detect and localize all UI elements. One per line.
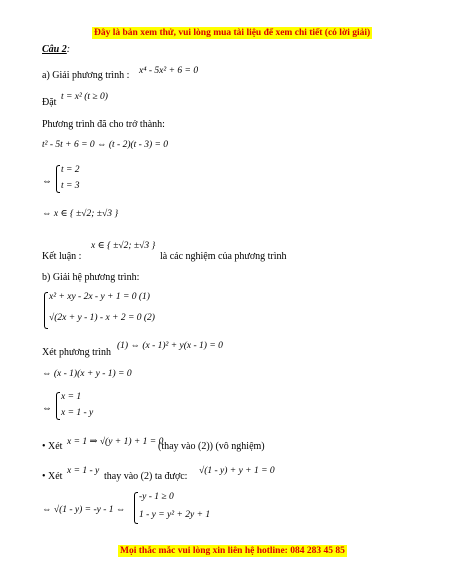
conclusion-word: Kết luận :: [42, 251, 82, 262]
equiv-arrow-b: ⇔: [42, 403, 52, 414]
equiv-arrow-a: ⇔: [42, 176, 52, 187]
part-a-intro: a) Giải phương trình :: [42, 70, 130, 81]
final-step: ⇔ √(1 - y) = -y - 1 ⇔: [42, 505, 126, 515]
bullet-2-result: √(1 - y) + y + 1 = 0: [199, 466, 275, 476]
bullet-2-note: thay vào (2) ta được:: [104, 471, 188, 482]
part-b-intro: b) Giải hệ phương trình:: [42, 272, 140, 283]
case-brace-b: [56, 392, 60, 420]
case-brace-a: [56, 165, 60, 193]
final-brace: [134, 492, 138, 524]
question-label: Câu 2:: [42, 44, 71, 55]
system-eq-1: x² + xy - 2x - y + 1 = 0 (1): [49, 292, 150, 302]
bullet-1-word: • Xét: [42, 441, 63, 452]
substitution-word: Đặt: [42, 97, 57, 108]
bullet-2-word: • Xét: [42, 471, 63, 482]
substitution-expr: t = x² (t ≥ 0): [61, 92, 108, 102]
system-eq-2: √(2x + y - 1) - x + 2 = 0 (2): [49, 313, 155, 323]
bullet-1-equation: x = 1 ⇒ √(y + 1) + 1 = 0: [67, 437, 164, 447]
case-x-1-minus-y: x = 1 - y: [61, 408, 94, 418]
bullet-1-note: (thay vào (2)) (vô nghiệm): [158, 441, 265, 452]
case-x-1: x = 1: [61, 392, 82, 402]
conclusion-set: x ∈ { ±√2; ±√3 }: [91, 241, 156, 251]
solution-set: ⇔ x ∈ { ±√2; ±√3 }: [42, 209, 119, 219]
hotline-banner: Mọi thắc mắc vui lòng xin liên hệ hotline: 084 283 45 85: [120, 546, 345, 556]
final-case-2: 1 - y = y² + 2y + 1: [139, 510, 211, 520]
conclusion-tail: là các nghiệm của phương trình: [160, 251, 287, 262]
bullet-2-equation: x = 1 - y: [67, 466, 100, 476]
becomes-text: Phương trình đã cho trở thành:: [42, 119, 165, 130]
factored-equation: ⇔ (x - 1)(x + y - 1) = 0: [42, 369, 132, 379]
part-a-equation: x⁴ - 5x² + 6 = 0: [139, 66, 199, 76]
case-t-3: t = 3: [61, 181, 80, 191]
consider-equation: (1) ⇔ (x - 1)² + y(x - 1) = 0: [117, 341, 223, 351]
final-case-1: -y - 1 ≥ 0: [139, 492, 174, 502]
consider-word: Xét phương trình: [42, 347, 112, 358]
quadratic-step: t² - 5t + 6 = 0 ⇔ (t - 2)(t - 3) = 0: [42, 140, 169, 150]
case-t-2: t = 2: [61, 165, 80, 175]
preview-notice-banner: Đây là bản xem thử, vui lòng mua tài liệu để xem chi tiết (có lời giải): [94, 28, 371, 38]
system-brace: [44, 292, 48, 329]
